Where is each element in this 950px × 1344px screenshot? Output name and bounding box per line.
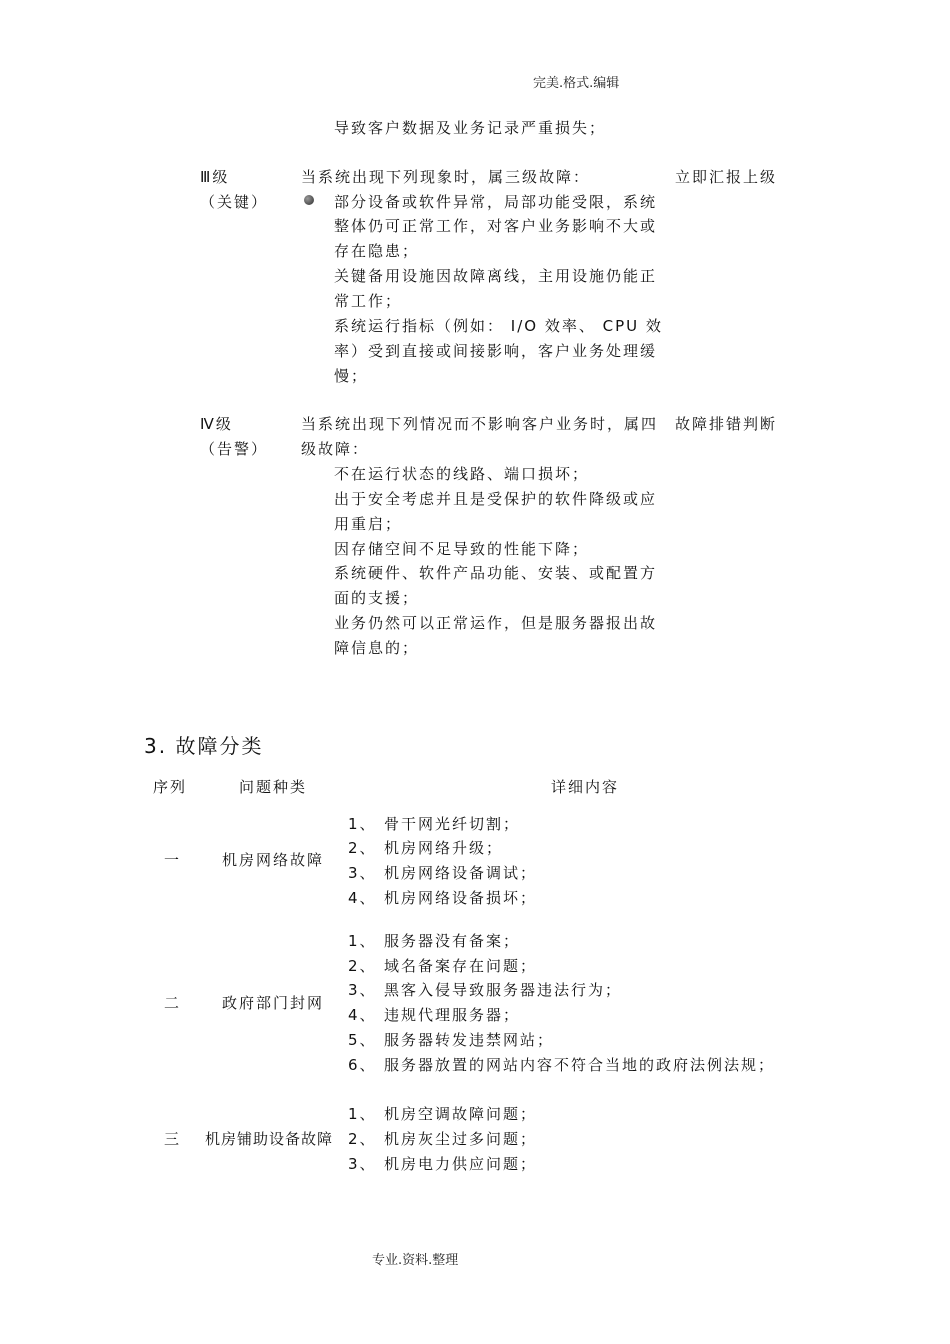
level-line: 业务仍然可以正常运作，但是服务器报出故 [334,614,658,632]
level-line: 关键备用设施因故障离线，主用设施仍能正 [334,267,658,285]
row-seq: 三 [164,1130,182,1148]
level-action: 立即汇报上级 [675,168,778,186]
item-text: 骨干网光纤切割； [384,815,521,833]
level-line: 障信息的； [334,639,420,657]
level-line: 因存储空间不足导致的性能下降； [334,540,590,558]
row-category: 政府部门封网 [222,994,325,1012]
level-tag: （告警） [200,440,269,458]
item-text: 服务器放置的网站内容不符合当地的政府法例法规； [384,1056,776,1074]
item-text: 机房电力供应问题； [384,1155,538,1173]
level-action: 故障排错判断 [675,415,778,433]
table-header-detail: 详细内容 [551,778,620,796]
level-tag: （关键） [200,193,269,211]
level-line: 部分设备或软件异常，局部功能受限，系统 [334,193,658,211]
page-header: 完美.格式.编辑 [533,76,620,91]
level-intro: 当系统出现下列情况而不影响客户业务时，属四 [301,415,659,433]
item-number: 1、 [348,932,377,950]
item-number: 4、 [348,889,377,907]
level-line: 存在隐患； [334,242,420,260]
item-text: 机房灰尘过多问题； [384,1130,538,1148]
level-line: 不在运行状态的线路、端口损坏； [334,465,590,483]
item-text: 机房网络升级； [384,839,504,857]
level-line: 率）受到直接或间接影响，客户业务处理缓 [334,342,658,360]
level-label: Ⅲ级 [200,168,230,186]
section-title: 3. 故障分类 [144,734,264,758]
item-number: 2、 [348,1130,377,1148]
table-header-category: 问题种类 [239,778,308,796]
level-line: 用重启； [334,515,403,533]
item-number: 3、 [348,1155,377,1173]
row-seq: 二 [164,994,182,1012]
item-text: 域名备案存在问题； [384,957,538,975]
level-line: 系统运行指标（例如： I/O 效率、 CPU 效 [334,317,663,335]
table-header-seq: 序列 [153,778,188,796]
level-line: 出于安全考虑并且是受保护的软件降级或应 [334,490,658,508]
level-line: 面的支援； [334,589,420,607]
item-text: 机房网络设备调试； [384,864,538,882]
item-number: 4、 [348,1006,377,1024]
item-text: 违规代理服务器； [384,1006,521,1024]
item-number: 5、 [348,1031,377,1049]
row-category: 机房网络故障 [222,851,325,869]
row-category: 机房铺助设备故障 [205,1130,334,1148]
level-intro: 当系统出现下列现象时，属三级故障： [301,168,591,186]
bullet-icon [304,195,314,205]
item-number: 1、 [348,1105,377,1123]
item-text: 机房空调故障问题； [384,1105,538,1123]
level-line: 慢； [334,367,369,385]
item-number: 3、 [348,981,377,999]
item-text: 机房网络设备损坏； [384,889,538,907]
item-number: 2、 [348,957,377,975]
level-line: 整体仍可正常工作，对客户业务影响不大或 [334,217,658,235]
page-footer: 专业.资料.整理 [372,1253,459,1268]
item-number: 1、 [348,815,377,833]
continuation-line: 导致客户数据及业务记录严重损失； [334,119,607,137]
level-line: 常工作； [334,292,403,310]
item-number: 3、 [348,864,377,882]
item-text: 服务器转发违禁网站； [384,1031,555,1049]
level-line: 系统硬件、软件产品功能、安装、或配置方 [334,564,658,582]
item-number: 6、 [348,1056,377,1074]
level-label: Ⅳ级 [200,415,233,433]
item-text: 服务器没有备案； [384,932,521,950]
item-number: 2、 [348,839,377,857]
level-intro: 级故障： [301,440,370,458]
row-seq: 一 [164,851,182,869]
item-text: 黑客入侵导致服务器违法行为； [384,981,623,999]
